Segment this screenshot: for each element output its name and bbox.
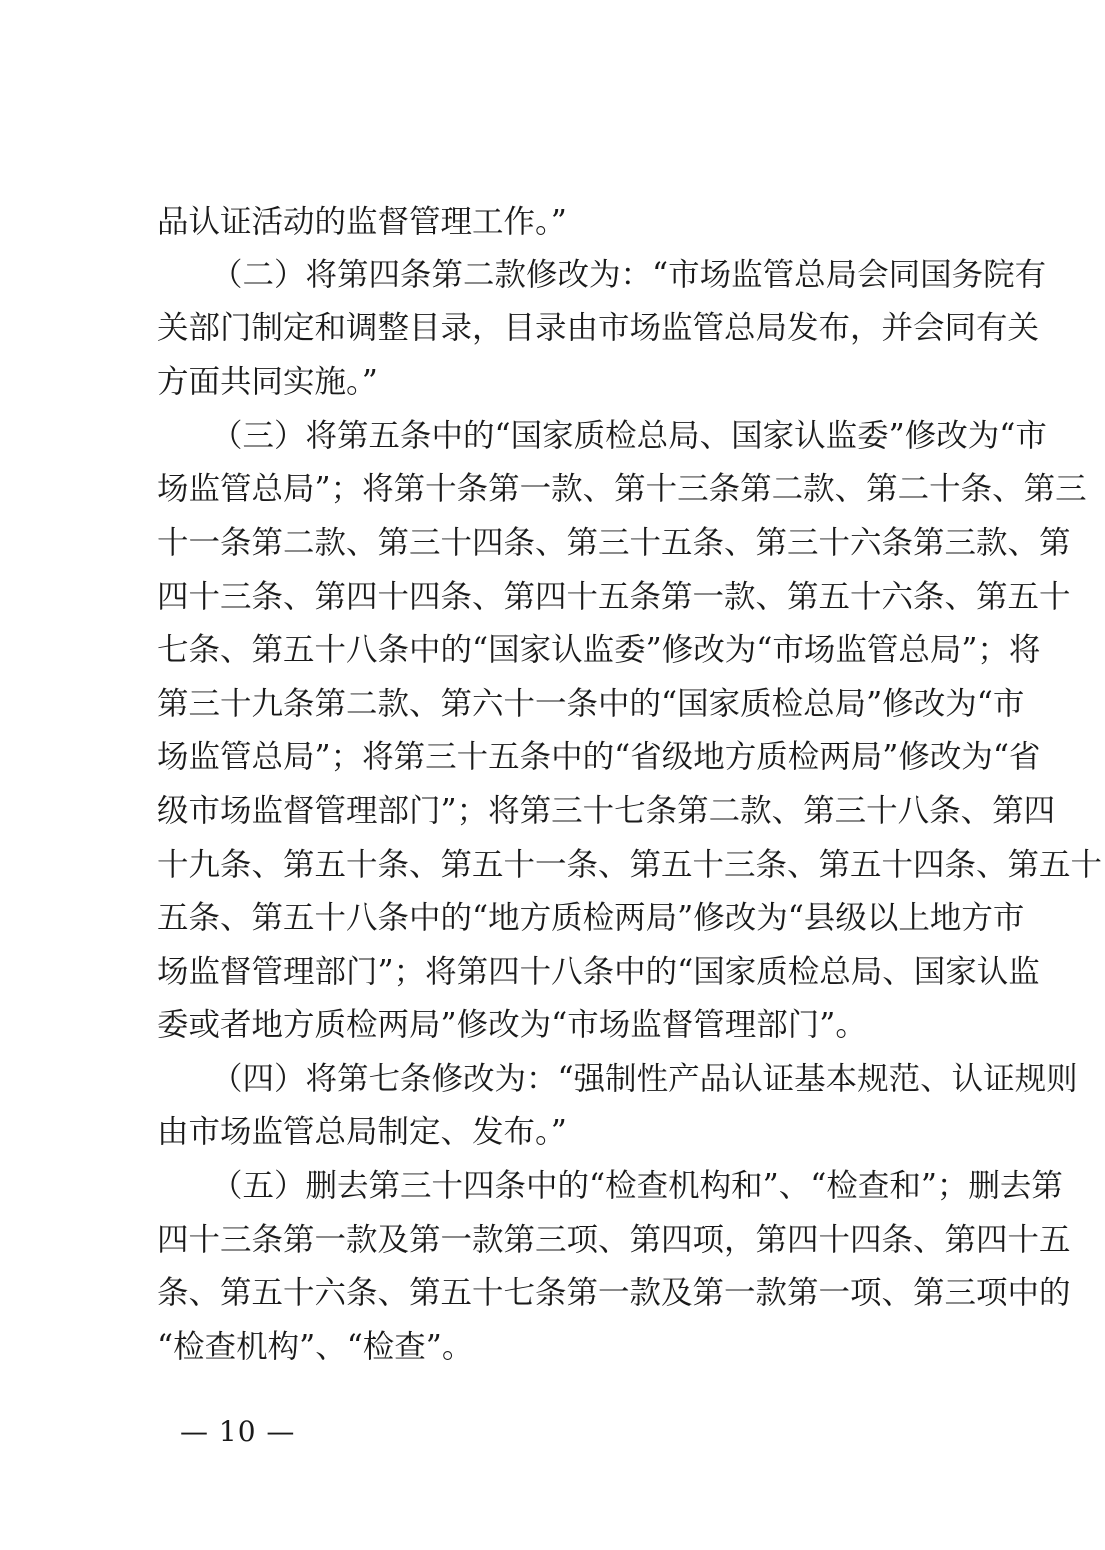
text-line-4: 方面共同实施。” [157,364,378,400]
text-line-9: 七条、第五十八条中的“国家认监委”修改为“市场监管总局”；将 [157,632,1041,668]
text-line-20: 四十三条第一款及第一款第三项、第四项，第四十四条、第四十五 [157,1222,1071,1258]
text-line-19: （五）删去第三十四条中的“检查机构和”、“检查和”；删去第 [211,1168,1063,1204]
text-line-3: 关部门制定和调整目录，目录由市场监管总局发布，并会同有关 [157,310,1040,346]
text-line-21: 条、第五十六条、第五十七条第一款及第一款第一项、第三项中的 [157,1275,1071,1311]
page-number: — 10 — [180,1415,296,1448]
text-line-1: 品认证活动的监督管理工作。” [157,204,567,240]
text-line-10: 第三十九条第二款、第六十一条中的“国家质检总局”修改为“市 [157,686,1025,722]
text-line-15: 场监督管理部门”；将第四十八条中的“国家质检总局、国家认监 [157,954,1040,990]
text-line-13: 十九条、第五十条、第五十一条、第五十三条、第五十四条、第五十 [157,847,1103,883]
text-line-14: 五条、第五十八条中的“地方质检两局”修改为“县级以上地方市 [157,900,1025,936]
text-line-5: （三）将第五条中的“国家质检总局、国家认监委”修改为“市 [211,418,1047,454]
text-line-11: 场监管总局”；将第三十五条中的“省级地方质检两局”修改为“省 [157,739,1041,775]
text-line-2: （二）将第四条第二款修改为：“市场监管总局会同国务院有 [211,257,1047,293]
text-line-8: 四十三条、第四十四条、第四十五条第一款、第五十六条、第五十 [157,579,1071,615]
text-line-18: 由市场监管总局制定、发布。” [157,1114,567,1150]
text-line-22: “检查机构”、“检查”。 [157,1329,474,1365]
text-line-16: 委或者地方质检两局”修改为“市场监督管理部门”。 [157,1007,867,1043]
text-line-12: 级市场监督管理部门”；将第三十七条第二款、第三十八条、第四 [157,793,1056,829]
text-line-6: 场监管总局”；将第十条第一款、第十三条第二款、第二十条、第三 [157,471,1087,507]
text-line-17: （四）将第七条修改为：“强制性产品认证基本规范、认证规则 [211,1061,1078,1097]
text-line-7: 十一条第二款、第三十四条、第三十五条、第三十六条第三款、第 [157,525,1071,561]
